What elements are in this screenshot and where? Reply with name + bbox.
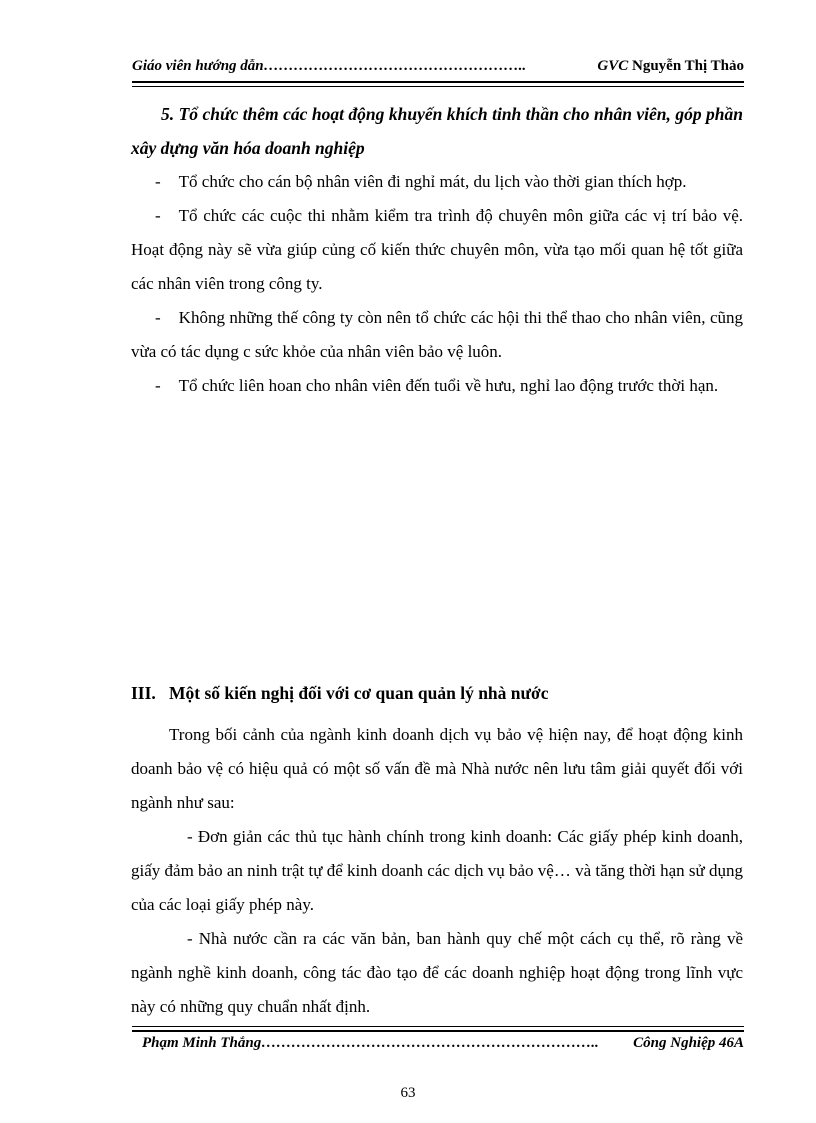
- bullet-item: [131, 369, 743, 403]
- bullet-text: Tổ chức liên hoan cho nhân viên đến tuổi về hưu, nghỉ lao động trước thời hạn.: [178, 376, 719, 395]
- class-name: Công Nghiệp 46A: [633, 1035, 744, 1051]
- section-5: [131, 97, 743, 403]
- part-iii-heading: [131, 676, 743, 710]
- bullet-item: [131, 301, 743, 369]
- page-header: [132, 58, 744, 75]
- part-iii-intro: [131, 718, 743, 820]
- bullet-text: Tổ chức cho cán bộ nhân viên đi nghỉ mát, du lịch vào thời gian thích hợp.: [178, 172, 687, 191]
- section-5-number: 5.: [161, 104, 175, 124]
- part-iii-title: Một số kiến nghị đối với cơ quan quản lý nhà nước: [169, 683, 549, 703]
- section-5-heading: [131, 97, 743, 165]
- footer-rule-thick: [132, 1030, 744, 1032]
- page-number: 63: [400, 1085, 416, 1101]
- bullet-dash: -: [155, 308, 161, 327]
- advisor-label: Giáo viên hướng dẫn……………………………………………..: [132, 58, 527, 74]
- recommendation-text: - Đơn giản các thủ tục hành chính trong kinh doanh: Các giấy phép kinh doanh, giấy đảm bảo an ninh trật tự để kinh doanh các dịch vụ bảo vệ… và tăng thời hạn sử dụng của các loại giấy phép này.: [131, 827, 743, 914]
- recommendation-item: [131, 922, 743, 1024]
- bullet-text: Tổ chức các cuộc thi nhằm kiểm tra trình độ chuyên môn giữa các vị trí bảo vệ. Hoạt động này sẽ vừa giúp củng cố kiến thức chuyên môn, vừa tạo mối quan hệ tốt giữa các nhân viên trong công ty.: [131, 206, 743, 293]
- bullet-dash: -: [155, 376, 161, 395]
- bullet-dash: -: [155, 206, 161, 225]
- bullet-text: Không những thế công ty còn nên tổ chức các hội thi thể thao cho nhân viên, cũng vừa có tác dụng c sức khỏe của nhân viên bảo vệ luôn.: [131, 308, 743, 361]
- recommendation-text: - Nhà nước cần ra các văn bản, ban hành quy chế một cách cụ thể, rõ ràng về ngành nghề kinh doanh, công tác đào tạo để các doanh nghiệp hoạt động trong lĩnh vực này có những quy chuẩn nhất định.: [131, 929, 743, 1016]
- advisor-title: GVC: [597, 58, 629, 74]
- part-iii-numeral: III.: [131, 683, 156, 703]
- bullet-item: [131, 165, 743, 199]
- footer-rule-thin: [132, 1026, 744, 1027]
- bullet-item: [131, 199, 743, 301]
- page-footer: [142, 1035, 744, 1052]
- bullet-dash: -: [155, 172, 161, 191]
- header-rule-thin: [132, 86, 744, 87]
- intro-text: Trong bối cảnh của ngành kinh doanh dịch vụ bảo vệ hiện nay, để hoạt động kinh doanh bảo vệ có hiệu quả có một số vấn đề mà Nhà nước nên lưu tâm giải quyết đối với ngành như sau:: [131, 725, 743, 812]
- recommendation-item: [131, 820, 743, 922]
- part-iii: [131, 676, 743, 1024]
- advisor-info: [597, 58, 744, 75]
- header-rule-thick: [132, 81, 744, 83]
- section-5-title: Tổ chức thêm các hoạt động khuyến khích tinh thần cho nhân viên, góp phần xây dựng văn hóa doanh nghiệp: [131, 104, 744, 158]
- advisor-name: Nguyễn Thị Thảo: [632, 58, 744, 74]
- student-name: Phạm Minh Thắng…………………………………………………………..: [142, 1035, 599, 1051]
